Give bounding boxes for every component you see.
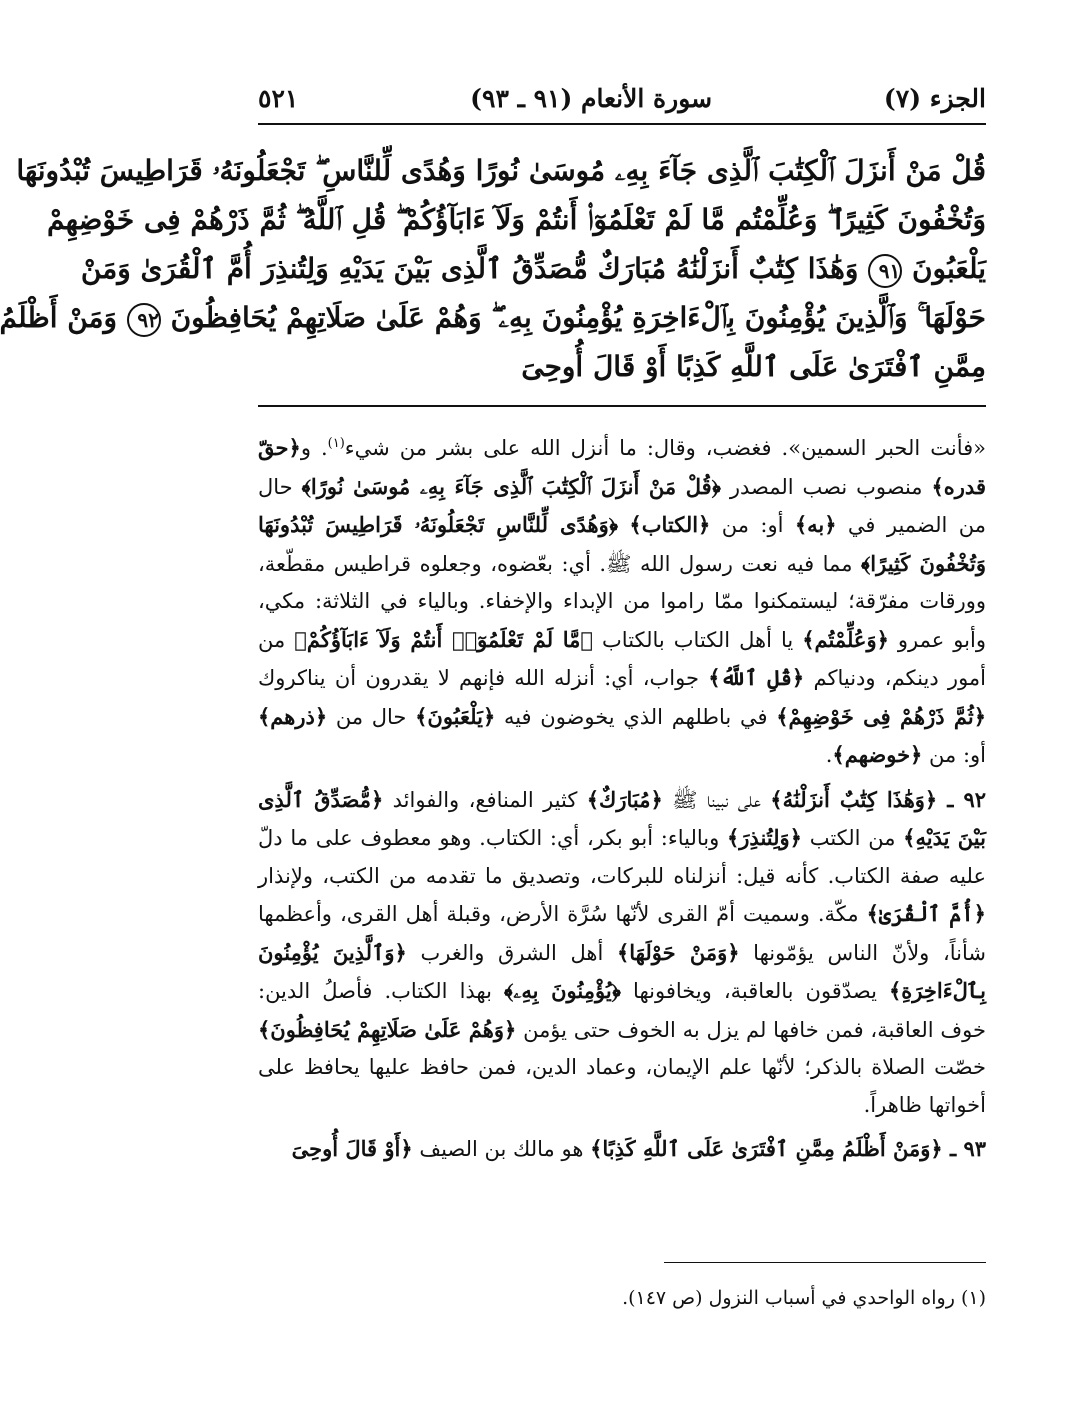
verse-number: ٩٣ ـ	[942, 1136, 986, 1161]
quoted-verse: ﴿وَمَنْ حَوْلَهَا﴾	[616, 939, 740, 965]
quran-line	[47, 195, 986, 244]
quran-verse-text: مِمَّنِ ٱفْتَرَىٰ عَلَى ٱللَّهِ كَذِبًا أَوْ قَالَ أُوحِىَ	[521, 350, 986, 383]
page-header	[258, 78, 986, 118]
header-divider	[258, 123, 986, 125]
quoted-verse: ﴿أُمَّ ٱلْقُرَىٰ﴾	[866, 901, 986, 926]
quoted-verse: ﴿قُلِ ٱللَّهُ﴾	[708, 665, 805, 690]
quoted-verse: ﴿وَٱلَّذِينَ يُؤْمِنُونَ بِٱلْءَاخِرَةِ﴾	[258, 939, 986, 1003]
footnote-text: رواه الواحدي في أسباب النزول (ص ١٤٧).	[622, 1287, 955, 1309]
footnote-divider	[664, 1262, 986, 1263]
quoted-verse: ﴿مُبَارَكٌ﴾	[586, 786, 663, 812]
section-divider	[258, 405, 986, 407]
quran-line	[80, 244, 986, 293]
quoted-verse: ﴿ثُمَّ ذَرْهُمْ فِى خَوْضِهِمْ﴾	[776, 703, 987, 729]
commentary-text: هو مالك بن الصيف	[412, 1137, 591, 1161]
quran-verse-text: وَمَنْ أَظْلَمُ	[0, 301, 118, 334]
quoted-verse: ﴿وَهُمْ عَلَىٰ صَلَاتِهِمْ يُحَافِظُونَ﴾	[258, 1016, 517, 1042]
quran-verse-text: حَوْلَهَا ۚ وَٱلَّذِينَ يُؤْمِنُونَ بِٱلْءَاخِرَةِ يُؤْمِنُونَ بِهِۦ ۖ وَهُمْ عَلَىٰ صَلَاتِهِمْ يُحَافِظُونَ	[170, 301, 986, 334]
quran-line	[16, 146, 986, 195]
commentary-text: .	[825, 743, 833, 767]
quran-line	[254, 342, 986, 391]
commentary-text: منصوب نصب المصدر	[720, 474, 932, 499]
quoted-verse: ﴿مَّا لَمْ تَعْلَمُوٓا۟ أَنتُمْ وَلَآ ءَابَآؤُكُمْ﴾	[294, 626, 594, 652]
ayah-number-marker: ٩١	[868, 254, 902, 288]
quran-verse-text: وَتُخْفُونَ كَثِيرًا ۖ وَعُلِّمْتُم مَّا لَمْ تَعْلَمُوٓا۟ أَنتُمْ وَلَآ ءَابَآؤُكُمْ ۖ قُلِ ٱللَّهُ ۖ ثُمَّ ذَرْهُمْ فِى خَوْضِهِمْ	[47, 203, 986, 236]
surah-title: سورة الأنعام (٩١ ـ ٩٣)	[470, 83, 713, 113]
commentary-text: جواب، أي: أنزله الله فإنهم لا يقدرون أن يناكروك	[258, 666, 709, 690]
footnote-reference: (١)	[327, 436, 345, 451]
quoted-verse: ﴿ذرهم﴾	[258, 703, 328, 729]
footnote	[258, 1284, 986, 1312]
commentary-text: . و	[300, 436, 328, 460]
footnote-marker: (١)	[960, 1287, 986, 1309]
commentary-text: أو: من	[710, 513, 795, 537]
commentary-text: حال من الضمير في	[258, 474, 986, 537]
commentary-text: على نبينا ﷺ	[662, 787, 771, 812]
quoted-verse: ﴿به﴾	[794, 512, 837, 537]
quoted-verse: ﴿حقّ قدره﴾	[258, 435, 986, 499]
commentary-text: حال من	[327, 704, 416, 729]
quoted-verse: ﴿وَهَٰذَا كِتَٰبٌ أَنزَلْنَٰهُ﴾	[770, 786, 938, 812]
page-number: ٥٢١	[258, 83, 299, 113]
quoted-verse: ﴿الكتاب﴾	[629, 512, 711, 537]
commentary-text: وبالياء: أبو بكر، أي: الكتاب. وهو معطوف على ما دلّ عليه صفة الكتاب. كأنه قيل: أنزلناه للبركات، وتصديق ما تقدمه من الكتب، ولإنذار	[258, 826, 986, 888]
quran-verse-text: يَلْعَبُونَ	[911, 252, 986, 285]
quoted-verse: ﴿يَلْعَبُونَ﴾	[415, 703, 496, 729]
commentary-text: أهل الشرق والغرب	[406, 940, 617, 965]
commentary-text: يا أهل الكتاب بالكتاب	[593, 627, 803, 652]
commentary-text: «فأنت الحبر السمين». فغضب، وقال: ما أنزل الله على بشر من شيء	[344, 436, 986, 460]
quran-verse-text: وَهَٰذَا كِتَٰبٌ أَنزَلْنَٰهُ مُبَارَكٌ مُّصَدِّقُ ٱلَّذِى بَيْنَ يَدَيْهِ وَلِتُنذِرَ أُمَّ ٱلْقُرَىٰ وَمَنْ	[80, 252, 859, 285]
quoted-verse: ﴿وَهُدًى لِّلنَّاسِ تَجْعَلُونَهُۥ قَرَاطِيسَ تُبْدُونَهَا وَتُخْفُونَ كَثِيرًا﴾	[258, 512, 986, 576]
commentary-text: يصدّقون بالعاقبة، ويخافونها	[620, 979, 889, 1003]
ayah-number-marker: ٩٢	[127, 303, 161, 337]
verse-number: ٩٢ ـ	[937, 786, 987, 812]
quoted-verse: ﴿قُلْ مَنْ أَنزَلَ ٱلْكِتَٰبَ ٱلَّذِى جَآءَ بِهِۦ مُوسَىٰ نُورًا﴾	[301, 473, 721, 499]
juz-label: الجزء (٧)	[883, 83, 986, 113]
quran-line	[0, 293, 986, 342]
quoted-verse: ﴿وَعُلِّمْتُم﴾	[802, 626, 889, 652]
quran-text-block	[0, 146, 986, 396]
commentary-text: كثير المنافع، والفوائد	[383, 787, 587, 812]
commentary-paragraph	[258, 425, 986, 775]
quoted-verse: ﴿وَلِتُنذِرَ﴾	[726, 825, 802, 850]
commentary-paragraph	[258, 781, 986, 1125]
commentary-text: بهذا الكتاب. فأصلُ الدين: خوف العاقبة، فمن خافها لم يزل به الخوف حتى يؤمن	[258, 979, 986, 1042]
commentary-text: من أمور دينكم، ودنياكم	[258, 627, 987, 690]
quoted-verse: ﴿أَوْ قَالَ أُوحِىَ	[291, 1136, 413, 1161]
commentary-block	[258, 425, 986, 1169]
commentary-text: من الكتب	[801, 826, 904, 850]
commentary-text: في باطلهم الذي يخوضون فيه	[495, 704, 777, 729]
quoted-verse: ﴿وَمَنْ أَظْلَمُ مِمَّنِ ٱفْتَرَىٰ عَلَى ٱللَّهِ كَذِبًا﴾	[590, 1136, 943, 1161]
commentary-text: مكّة. وسميت أمّ القرى لأنّها سُرَّة الأرض، وقبلة أهل القرى، وأعظمها شأناً، ولأنّ الناس يؤمّونها	[258, 902, 986, 965]
commentary-text: مما فيه نعت رسول الله ﷺ. أي: بعّضوه، وجعلوه قراطيس مقطّعة، وورقات مفرّقة؛ ليستمكنوا ممّا راموا من الإبداء والإخفاء. وبالياء في الثلاثة: مكي، وأبو عمرو	[258, 551, 986, 652]
quoted-verse: ﴿خوضهم﴾	[832, 742, 923, 767]
commentary-text	[618, 513, 629, 537]
quoted-verse: ﴿يُؤْمِنُونَ بِهِۦ﴾	[504, 978, 621, 1003]
commentary-text: خصّت الصلاة بالذكر؛ لأنّها علم الإيمان، وعماد الدين، فمن حافظ عليها يحافظ على أخواتها ظاهراً.	[258, 1055, 986, 1117]
quoted-verse: ﴿مُّصَدِّقُ ٱلَّذِى بَيْنَ يَدَيْهِ﴾	[258, 786, 986, 850]
commentary-text: أو: من	[922, 743, 986, 767]
commentary-paragraph	[258, 1130, 986, 1169]
quran-verse-text: قُلْ مَنْ أَنزَلَ ٱلْكِتَٰبَ ٱلَّذِى جَآءَ بِهِۦ مُوسَىٰ نُورًا وَهُدًى لِّلنَّاسِ ۖ تَجْعَلُونَهُۥ قَرَاطِيسَ تُبْدُونَهَا	[16, 154, 986, 187]
